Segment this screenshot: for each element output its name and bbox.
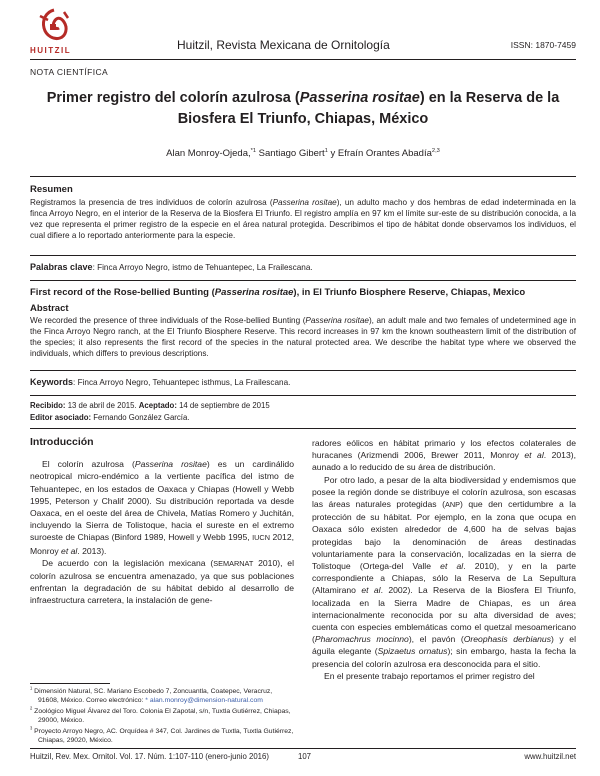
- author-3-affil: 2,3: [431, 147, 440, 154]
- intro-r2-species-quetzal: Pharomachrus mocinno: [314, 634, 409, 645]
- keywords: [30, 377, 576, 387]
- keywords-text: : Finca Arroyo Negro, Tehuantepec isthmus, La Frailescana.: [73, 378, 291, 387]
- editor-name: Fernando González García.: [91, 413, 190, 422]
- author-list: [30, 148, 576, 159]
- intro-heading: Introducción: [30, 436, 94, 448]
- editor-label: Editor asociado:: [30, 413, 92, 422]
- abstract-text-b: ), an adult male and two females of undetermined age in the Finca Arroyo Negro ranch, at the El Triunfo Biosphere Reserve. This record increases in 97 km the known southeastern limit of the distribution of the species; it also represents the first record of the species in the natural protected area. We describe the habitat type where we observed the individuals, which differs to previous descriptions.: [30, 316, 576, 358]
- palabras-clave-label: Palabras clave: [30, 262, 93, 272]
- intro-paragraph-4: En el presente trabajo reportamos el primer registro del: [324, 670, 535, 681]
- journal-name: Huitzil, Revista Mexicana de Ornitología: [177, 38, 390, 52]
- title-line1-post: ) en la Reserva de la: [419, 90, 560, 106]
- intro-r2-a: Por otro lado, a pesar de la alta biodiversidad y endemismos que posee la región donde se distribuye el colorín azulrosa, son escasas las áreas naturales protegidas (: [312, 474, 576, 510]
- title-line2: Biosfera El Triunfo, Chiapas, México: [177, 111, 429, 127]
- intro-p1-d: . 2013).: [77, 545, 107, 556]
- footnote-2-text: Zoológico Miguel Álvarez del Toro. Colonia El Zapotal, s/n, Tuxtla Gutiérrez, Chiapas, 29000, México.: [34, 707, 291, 725]
- intro-r2-anp: ANP: [444, 500, 460, 510]
- english-section: [30, 287, 576, 359]
- author-1: Alan Monroy-Ojeda,: [166, 148, 251, 159]
- intro-paragraph-1: [30, 458, 294, 557]
- footer-citation: Huitzil, Rev. Mex. Ornitol. Vol. 17. Núm. 1:107-110 (enero-junio 2016): [30, 752, 269, 761]
- resumen-text-b: ), un adulto macho y dos hembras de edad indeterminada en la finca Arroyo Negro, en el interior de la Reserva de la Biosfera El Triunfo. El registro amplía en 97 km el límite sur-este de su distribución conocida, a la vez que representa el primer registro de la especie en el área natural protegida. Describimos el tipo de hábitat donde observamos los individuos, el cual difiere a lo reportado anteriormente para la especie.: [30, 198, 576, 240]
- resumen-heading: Resumen: [30, 184, 73, 195]
- resumen-text-a: Registramos la presencia de tres individuos de colorín azulrosa (: [30, 198, 273, 207]
- received-date: 13 de abril de 2015.: [65, 401, 139, 410]
- english-title-pre: First record of the Rose-bellied Bunting (: [30, 287, 215, 298]
- footnote-1: $^1$ Dimensión Natural, SC. Mariano Escobedo 7, Zoncuantla, Coatepec, Veracruz, 91608, México. Correo electrónico: * alan.monroy@dimension-natural.com: [30, 685, 273, 705]
- intro-r1-a: radores eólicos en hábitat primario y los efectos colaterales de huracanes (Arizmendi 2006, Brewer 2011, Monroy: [312, 438, 576, 461]
- footnote-1-text: Dimensión Natural, SC. Mariano Escobedo 7, Zoncuantla, Coatepec, Veracruz, 91608, México. Correo electrónico:: [34, 688, 273, 705]
- intro-r2-e: ), el pavón (: [408, 634, 464, 645]
- author-2: Santiago Gibert: [256, 148, 325, 159]
- journal-logo: [30, 8, 88, 58]
- resumen-species: Passerina rositae: [272, 198, 337, 207]
- rule-english-top: [30, 280, 576, 281]
- footer-rule: [30, 748, 576, 749]
- logo-wordmark: HUITZIL: [30, 46, 72, 55]
- intro-p1-iucn: IUCN: [252, 533, 270, 543]
- footnote-2: $^2$ Zoológico Miguel Álvarez del Toro. Colonia El Zapotal, s/n, Tuxtla Gutiérrez, Chiapas, 29000, México.: [30, 705, 291, 725]
- title-species: Passerina rositae: [299, 90, 420, 106]
- intro-p2-semarnat: SEMARNAT: [213, 558, 254, 568]
- resumen-section: [30, 184, 576, 241]
- rule-resumen-top: [30, 176, 576, 177]
- journal-url-link[interactable]: www.huitzil.net: [524, 752, 576, 761]
- accepted-date: 14 de septiembre de 2015: [176, 401, 270, 410]
- intro-r2-etal: et al: [440, 561, 464, 572]
- resumen-text: [30, 197, 576, 241]
- intro-paragraph-3: [312, 474, 576, 670]
- intro-p1-species: Passerina rositae: [134, 459, 207, 470]
- footnote-rule: [30, 683, 110, 684]
- footnote-3-text: Proyecto Arroyo Negro, AC. Orquídea # 347, Col. Jardines de Tuxtla, Tuxtla Gutiérrez, Chiapas, 29020, México.: [34, 727, 294, 745]
- page-number: 107: [298, 752, 312, 761]
- rule-keywords-en: [30, 370, 576, 371]
- accepted-label: Aceptado:: [138, 401, 177, 410]
- abstract-text-a: We recorded the presence of three individuals of the Rose-bellied Bunting (: [30, 316, 306, 325]
- intro-r2-species-aguila: Spizaetus ornatus: [377, 646, 448, 657]
- article-title: [40, 88, 566, 130]
- abstract-text: [30, 315, 576, 359]
- body-column-left: [30, 436, 294, 607]
- title-line1-pre: Primer registro del colorín azulrosa (: [46, 90, 300, 106]
- rule-body-top: [30, 428, 576, 429]
- palabras-clave-text: : Finca Arroyo Negro, istmo de Tehuantepec, La Frailescana.: [92, 263, 313, 272]
- intro-p2-a: De acuerdo con la legislación mexicana (: [42, 557, 214, 568]
- footnote-3: $^3$ Proyecto Arroyo Negro, AC. Orquídea # 347, Col. Jardines de Tuxtla, Tuxtla Gutiérrez, Chiapas, 29020, México.: [30, 725, 294, 745]
- header-rule: [30, 59, 576, 60]
- intro-p1-c: 2012, Monroy: [30, 532, 294, 556]
- intro-r2-c: . 2010), y en la parte correspondiente a Chiapas, sólo la Reserva de La Sepultura (Altamirano: [312, 561, 577, 596]
- rule-dates-top: [30, 395, 576, 396]
- intro-p2-b: 2010), el colorín azulrosa se encuentra amenazado, ya que sus poblaciones enfrentan la degradación de su hábitat debido al desarrollo de infraestructura carretera, la instalación de gene-: [30, 557, 294, 606]
- author-1-affil: *1: [250, 147, 257, 154]
- intro-r1-etal: et al: [524, 450, 544, 461]
- section-tag: NOTA CIENTÍFICA: [30, 67, 109, 77]
- intro-p1-etal: et al: [61, 545, 78, 556]
- intro-r2-f: ) y el águila elegante (: [312, 634, 576, 657]
- author-3: y Efraín Orantes Abadía: [327, 148, 432, 159]
- intro-r2-etal2: et al: [361, 585, 381, 596]
- keywords-label: Keywords: [30, 377, 74, 387]
- intro-paragraph-2: [30, 557, 294, 607]
- intro-r2-d: . 2002). La Reserva de la Biosfera El Triunfo, localizada en la Sierra Madre de Chiapas, es un área internacionalmente reconocida por su alta diversidad de aves; cuenta con especies emblemáticas como el quetzal mesoamericano (: [312, 585, 577, 645]
- author-email-link[interactable]: * alan.monroy@dimension-natural.com: [145, 697, 263, 705]
- article-dates: [30, 400, 270, 424]
- intro-r1-b: . 2013), aunado a lo reducido de su área de distribución.: [312, 450, 576, 473]
- english-title: [30, 287, 576, 298]
- intro-p1-a: El colorín azulrosa (: [42, 459, 135, 470]
- intro-p1-b: ) es un cardinálido neotropical micro-endémico a la vertiente pacífica del istmo de Tehuantepec, en los estados de Oaxaca y Chiapas (Howell y Webb 1995, Peterson y Chalif 2000). Su distribución reportada va desde Oaxaca, en el oeste del área de Chivela, Matías Romero y Juchitán, incluyendo la Sierra de Tolistoque, hacia el sureste en el extremo suroeste de Chiapas (Binford 1989, Howell y Webb 1995,: [30, 459, 294, 543]
- footnotes: [30, 687, 294, 746]
- page-header: [30, 8, 576, 60]
- author-2-affil: 1: [324, 147, 328, 154]
- intro-r2-species-pavon: Oreophasis derbianus: [463, 634, 551, 645]
- hummingbird-logo-icon: [38, 8, 70, 44]
- rule-keywords-es: [30, 255, 576, 256]
- received-label: Recibido:: [30, 401, 66, 410]
- intro-paragraph-2-cont: [312, 437, 576, 474]
- english-title-post: ), in El Triunfo Biosphere Reserve, Chiapas, Mexico: [293, 287, 526, 298]
- body-column-right: [312, 437, 576, 682]
- intro-r2-b: ) que den certidumbre a la protección de su hábitat. Por ejemplo, en la zona que ocupa en Oaxaca sólo existen alrededor de 4,600 ha de selvas bajas protegidas bajo la denominación de áreas destinadas voluntariamente para la conservación, localizadas en la sierra de Tolistoque (Ortega-del Valle: [312, 499, 576, 572]
- issn: ISSN: 1870-7459: [510, 40, 576, 50]
- intro-r2-g: ); sin embargo, hasta la fecha la presencia del colorín azulrosa era desconocida para el sitio.: [312, 646, 577, 669]
- palabras-clave: [30, 262, 576, 272]
- english-title-species: Passerina rositae: [214, 287, 294, 298]
- abstract-heading: Abstract: [30, 303, 69, 314]
- abstract-species: Passerina rositae: [305, 316, 369, 325]
